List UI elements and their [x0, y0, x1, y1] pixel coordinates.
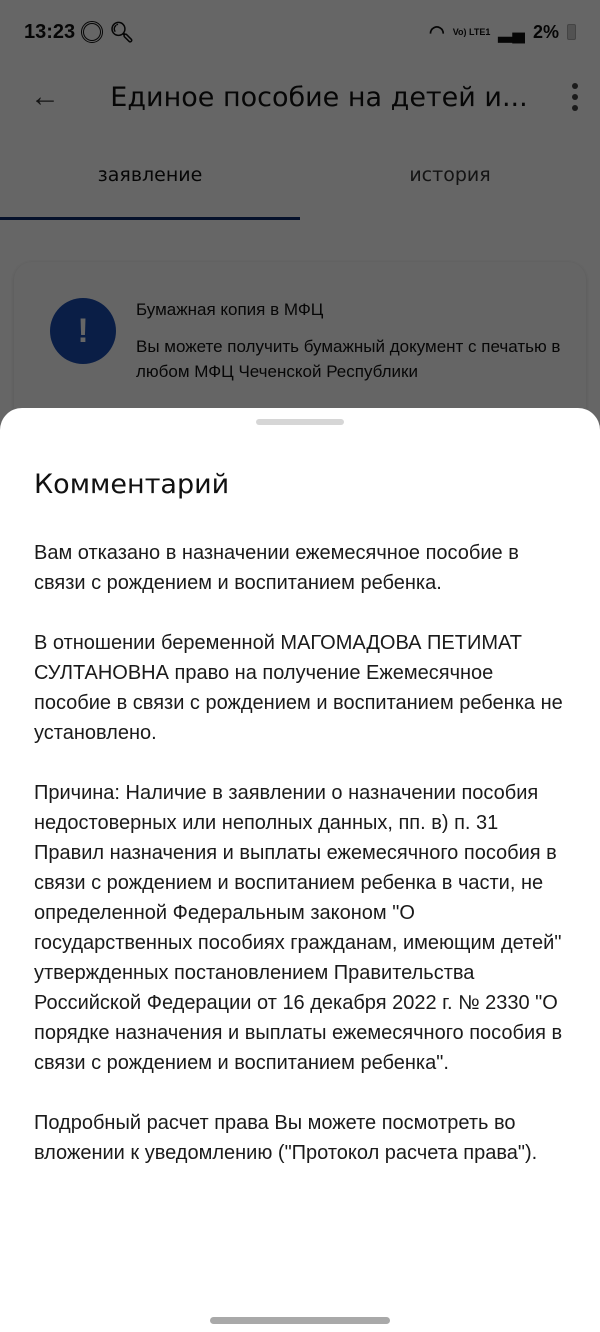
comment-paragraph: Подробный расчет права Вы можете посмотреть во вложении к уведомлению ("Протокол расчета права").	[34, 1112, 538, 1164]
comment-bottom-sheet	[0, 408, 600, 1332]
comment-paragraph: Вам отказано в назначении ежемесячное пособие в связи с рождением и воспитанием ребенка.	[34, 542, 519, 594]
comment-paragraph: Причина: Наличие в заявлении о назначении пособия недостоверных или неполных данных, пп. в) п. 31 Правил назначения и выплаты ежемесячного пособия в связи с рождением и воспитанием ребенка в части, не определенной Федеральным законом "О государственных пособиях гражданам, имеющим детей" утвержденных постановлением Правительства Российской Федерации от 16 декабря 2022 г. № 2330 "О порядке назначения и выплаты ежемесячного пособия в связи с рождением и воспитанием ребенка".	[34, 782, 563, 1074]
comment-paragraph: В отношении беременной МАГОМАДОВА ПЕТИМАТ СУЛТАНОВНА право на получение Ежемесячное пособие в связи с рождением и воспитанием ребенка не установлено.	[34, 632, 563, 744]
sheet-title: Комментарий	[34, 469, 230, 500]
home-indicator[interactable]	[210, 1317, 390, 1324]
drag-handle[interactable]	[256, 419, 344, 425]
